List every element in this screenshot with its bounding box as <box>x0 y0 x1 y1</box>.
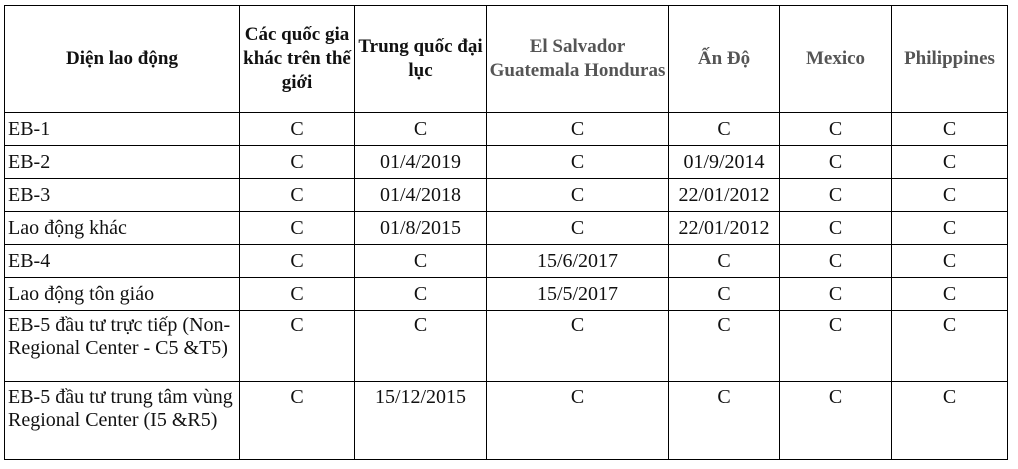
table-cell: C <box>669 278 780 311</box>
table-cell: C <box>780 245 892 278</box>
table-cell: C <box>487 113 669 146</box>
table-cell: C <box>355 278 487 311</box>
table-cell: 01/9/2014 <box>669 146 780 179</box>
table-cell: C <box>892 311 1008 382</box>
header-row <box>5 6 1008 113</box>
header-category: Diện lao động <box>5 6 240 113</box>
table-cell: C <box>355 113 487 146</box>
table-cell: C <box>669 382 780 460</box>
row-label: EB-5 đầu tư trung tâm vùng Regional Center (I5 &R5) <box>5 382 240 460</box>
row-label: EB-2 <box>5 146 240 179</box>
table-cell: 22/01/2012 <box>669 212 780 245</box>
table-row <box>5 245 1008 278</box>
table-cell: C <box>780 382 892 460</box>
table-cell: C <box>780 278 892 311</box>
table-cell: C <box>892 146 1008 179</box>
header-central-america: El Salvador Guatemala Honduras <box>487 6 669 113</box>
table-row <box>5 113 1008 146</box>
table-cell: C <box>892 382 1008 460</box>
table-cell: C <box>487 382 669 460</box>
table-row <box>5 212 1008 245</box>
table-cell: 01/8/2015 <box>355 212 487 245</box>
table-cell: C <box>355 311 487 382</box>
row-label: EB-1 <box>5 113 240 146</box>
table-cell: C <box>669 113 780 146</box>
table-cell: C <box>487 311 669 382</box>
table-cell: 15/12/2015 <box>355 382 487 460</box>
table-cell: C <box>240 146 355 179</box>
table-cell: 22/01/2012 <box>669 179 780 212</box>
header-china: Trung quốc đại lục <box>355 6 487 113</box>
row-label: Lao động khác <box>5 212 240 245</box>
table-cell: C <box>669 311 780 382</box>
row-label: EB-4 <box>5 245 240 278</box>
table-row <box>5 146 1008 179</box>
table-cell: C <box>240 278 355 311</box>
table-cell: C <box>240 245 355 278</box>
table-cell: C <box>780 311 892 382</box>
table-cell: C <box>892 212 1008 245</box>
table-cell: C <box>669 245 780 278</box>
header-philippines: Philippines <box>892 6 1008 113</box>
table-cell: C <box>487 146 669 179</box>
table-cell: C <box>240 311 355 382</box>
table-cell: C <box>240 179 355 212</box>
row-label: EB-5 đầu tư trực tiếp (Non-Regional Center - C5 &T5) <box>5 311 240 382</box>
visa-bulletin-table <box>4 5 1008 460</box>
table-cell: 15/6/2017 <box>487 245 669 278</box>
table-cell: 01/4/2019 <box>355 146 487 179</box>
table-row <box>5 382 1008 460</box>
table-cell: C <box>892 245 1008 278</box>
header-mexico: Mexico <box>780 6 892 113</box>
table-cell: C <box>240 113 355 146</box>
table-cell: C <box>487 212 669 245</box>
table-cell: 15/5/2017 <box>487 278 669 311</box>
table-cell: C <box>780 179 892 212</box>
table-cell: C <box>892 113 1008 146</box>
table-cell: C <box>355 245 487 278</box>
header-india: Ấn Độ <box>669 6 780 113</box>
table-cell: C <box>780 212 892 245</box>
table-row <box>5 278 1008 311</box>
table-cell: C <box>892 278 1008 311</box>
header-rest-of-world: Các quốc gia khác trên thế giới <box>240 6 355 113</box>
table-cell: C <box>780 146 892 179</box>
table-cell: C <box>240 212 355 245</box>
table-cell: 01/4/2018 <box>355 179 487 212</box>
table-row <box>5 311 1008 382</box>
row-label: EB-3 <box>5 179 240 212</box>
table-cell: C <box>487 179 669 212</box>
table-row <box>5 179 1008 212</box>
row-label: Lao động tôn giáo <box>5 278 240 311</box>
table-cell: C <box>240 382 355 460</box>
table-cell: C <box>780 113 892 146</box>
table-cell: C <box>892 179 1008 212</box>
